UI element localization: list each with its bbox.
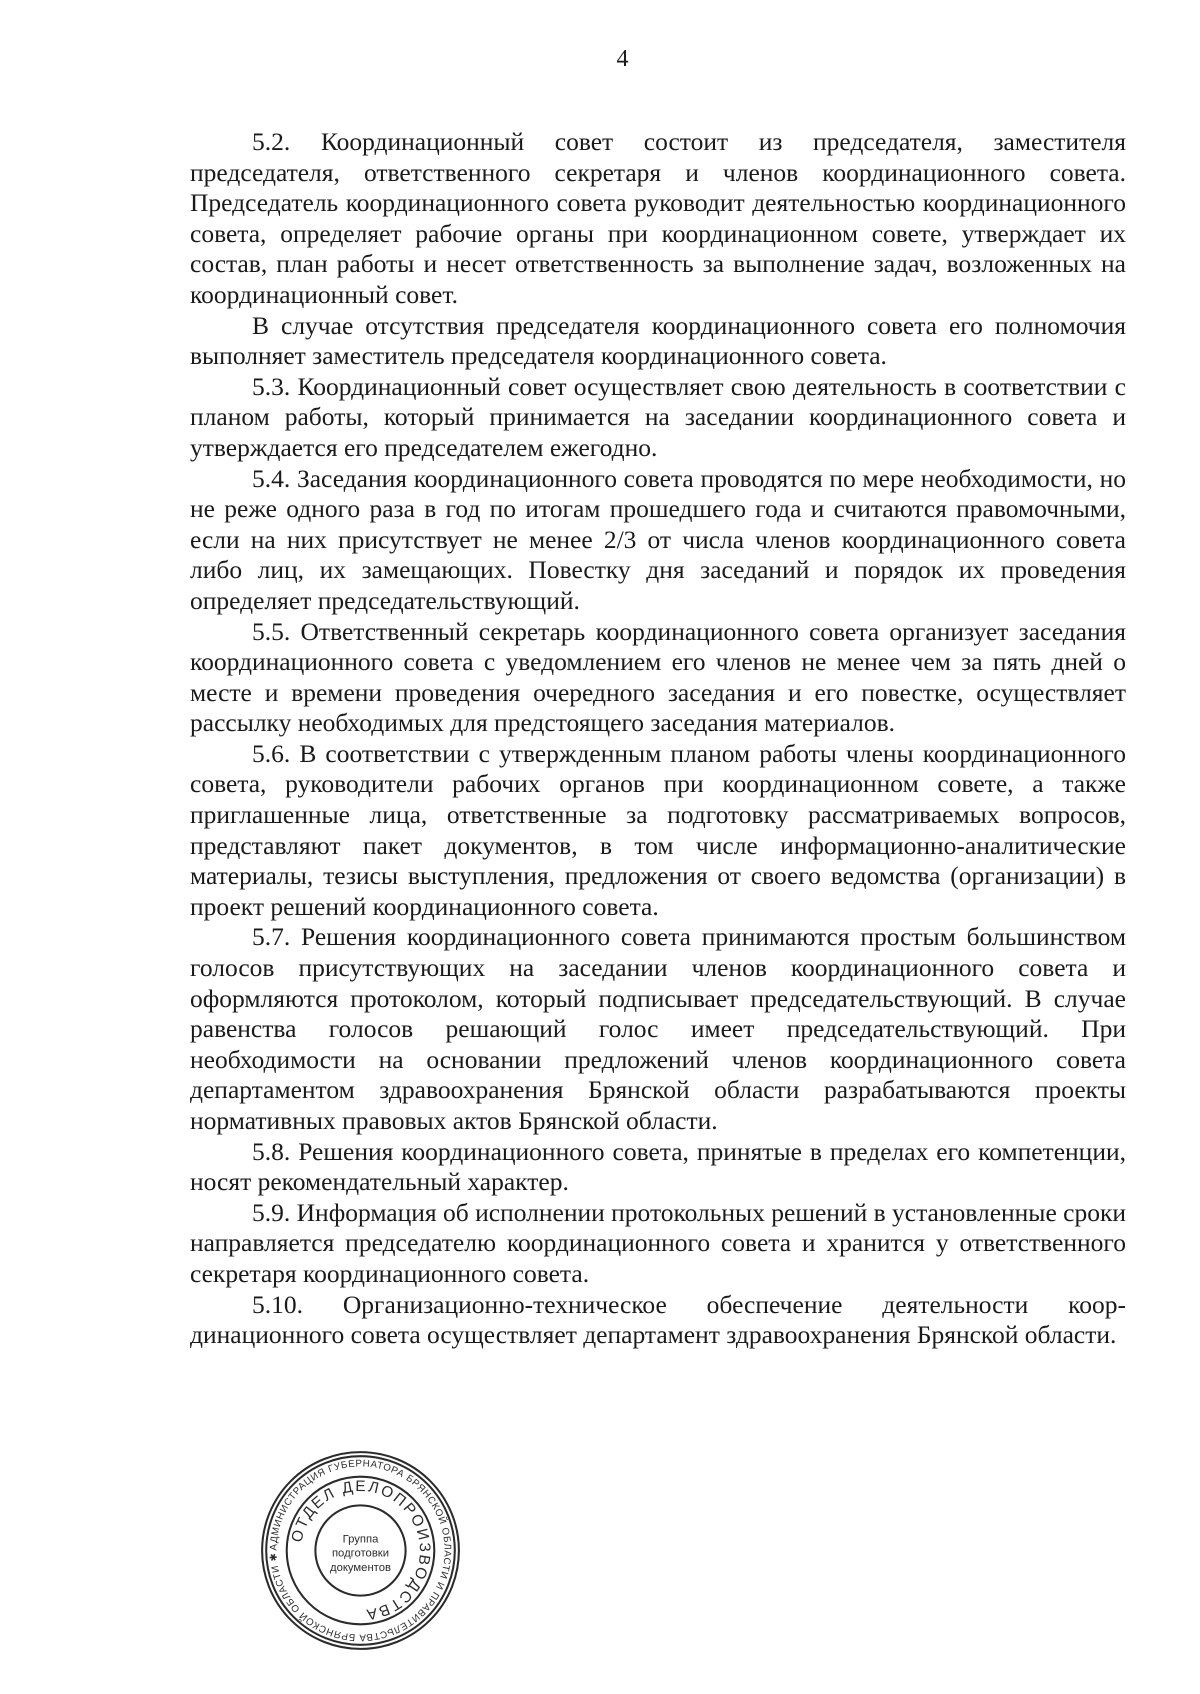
paragraph-5-2-substitute: В случае отсутствия председателя координационного совета его полномочия выполняет заместитель председателя координационного совета. [190, 310, 1126, 371]
paragraph-5-4: 5.4. Заседания координационного совета проводятся по мере необходимости, но не реже одного раза в год по итогам прошедшего года и считаются правомочными, если на них присутствует не менее 2/3 от числа членов координационного совета либо лиц, их замещающих. Повестку дня заседаний и порядок их проведения определяет председательствующий. [190, 463, 1126, 615]
stamp-center-line-2: подготовки [331, 1547, 390, 1560]
paragraph-5-6: 5.6. В соответствии с утвержденным планом работы члены координационного совета, руководители рабочих органов при координационном совете, а также приглашенные лица, ответственные за подготовку рассматриваемых вопросов, представляют пакет документов, в том числе информационно-аналитические материалы, тезисы выступления, предложения от своего ведомства (организации) в проект решений координационного совета. [190, 738, 1126, 921]
paragraph-5-9: 5.9. Информация об исполнении протокольных решений в установленные сроки направляется председателю координационного совета и хранится у ответственного секретаря координационного совета. [190, 1197, 1126, 1288]
stamp-inner-text: ОТДЕЛ ДЕЛОПРОИЗВОДСТВА [288, 1477, 434, 1623]
paragraph-5-3: 5.3. Координационный совет осуществляет свою деятельность в соответствии с планом работы, который принимается на заседании координационного совета и утверждается его председателем ежегодно. [190, 371, 1126, 462]
stamp-seal-icon [258, 1448, 463, 1653]
page-number: 4 [616, 46, 629, 72]
paragraph-5-8: 5.8. Решения координационного совета, принятые в пределах его компетенции, носят рекомендательный характер. [190, 1136, 1126, 1197]
stamp-center-line-3: документов [330, 1562, 391, 1574]
paragraph-5-5: 5.5. Ответственный секретарь координационного совета организует заседания координационного совета с уведомлением его членов не менее чем за пять дней о месте и времени проведения очередного заседания и его повестке, осуществляет рассылку необходимых для предстоящего заседания материалов. [190, 616, 1126, 738]
paragraph-5-10: 5.10. Организационно-техническое обеспечение деятельности координационного совета осуществляет департамент здравоохранения Брянской области. [190, 1289, 1126, 1350]
paragraph-5-2: 5.2. Координационный совет состоит из председателя, заместителя председателя, ответственного секретаря и членов координационного совета. Председатель координационного совета руководит деятельностью координационного совета, определяет рабочие органы при координационном совете, утверждает их состав, план работы и несет ответственность за выполнение задач, возложенных на координационный совет. [190, 127, 1126, 309]
stamp-center-line-1: Группа [342, 1533, 379, 1546]
official-stamp [258, 1448, 463, 1653]
document-body [190, 127, 1126, 1351]
paragraph-5-7: 5.7. Решения координационного совета принимаются простым большинством голосов присутствующих на заседании членов координационного совета и оформляются протоколом, который подписывает председательствующий. В случае равенства голосов решающий голос имеет председательствующий. При необходимости на основании предложений членов координационного совета департаментом здравоохранения Брянской области разрабатываются проекты нормативных правовых актов Брянской области. [190, 922, 1126, 1135]
stamp-outer-text: АДМИНИСТРАЦИЯ ГУБЕРНАТОРА БРЯНСКОЙ ОБЛАСТИ И ПРАВИТЕЛЬСТВА БРЯНСКОЙ ОБЛАСТИ ✱ [268, 1458, 453, 1643]
